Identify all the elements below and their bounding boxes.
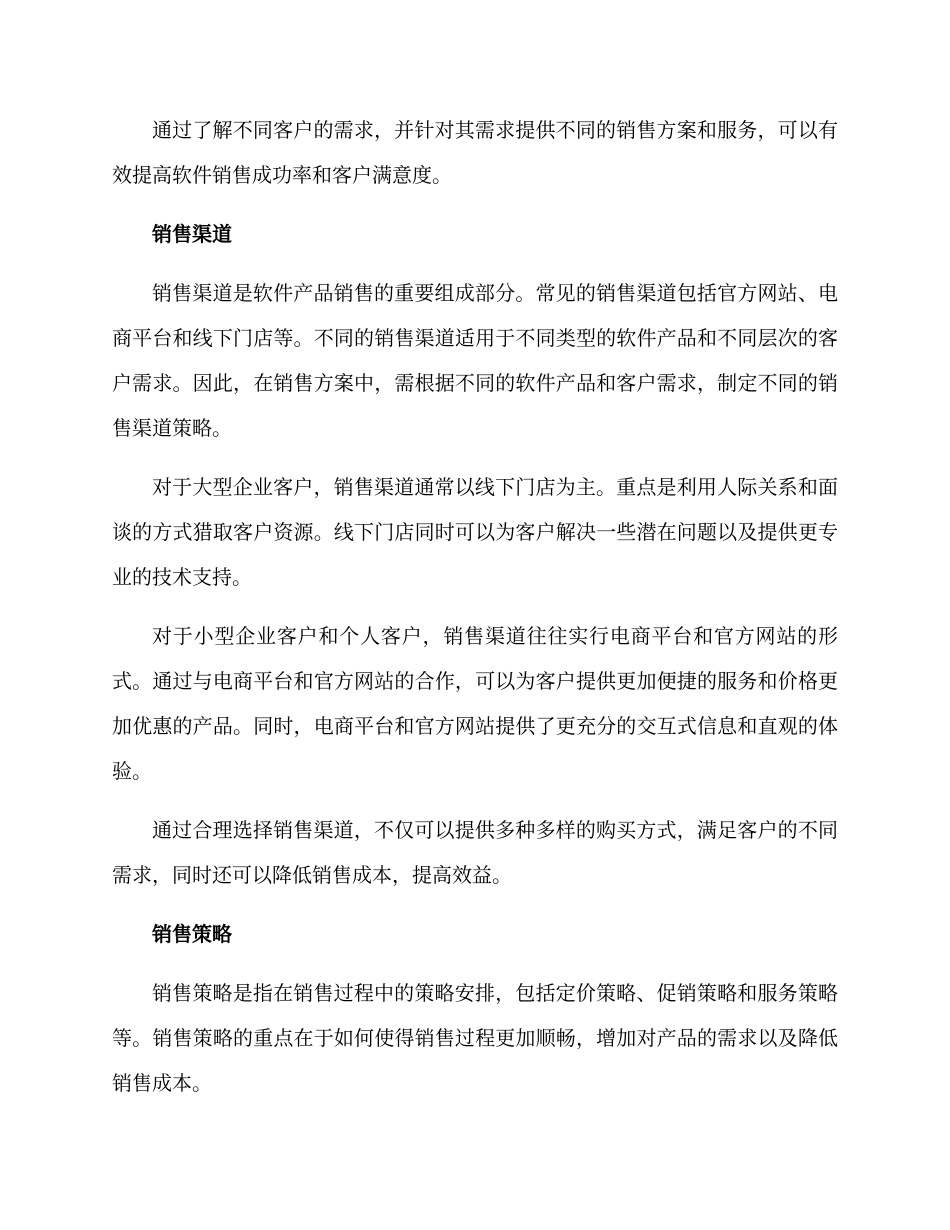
paragraph-sales-strategy-overview: 销售策略是指在销售过程中的策略安排，包括定价策略、促销策略和服务策略等。销售策略的重点在于如何使得销售过程更加顺畅，增加对产品的需求以及降低销售成本。 bbox=[112, 981, 838, 1095]
paragraph-customer-needs: 通过了解不同客户的需求，并针对其需求提供不同的销售方案和服务，可以有效提高软件销售成功率和客户满意度。 bbox=[112, 118, 838, 187]
paragraph-large-enterprise-channels: 对于大型企业客户，销售渠道通常以线下门店为主。重点是利用人际关系和面谈的方式猎取客户资源。线下门店同时可以为客户解决一些潜在问题以及提供更专业的技术支持。 bbox=[112, 475, 838, 589]
section-heading-sales-channels: 销售渠道 bbox=[152, 222, 232, 246]
document-body bbox=[112, 108, 838, 1120]
paragraph-small-enterprise-channels: 对于小型企业客户和个人客户，销售渠道往往实行电商平台和官方网站的形式。通过与电商平台和官方网站的合作，可以为客户提供更加便捷的服务和价格更加优惠的产品。同时，电商平台和官方网站提供了更充分的交互式信息和直观的体验。 bbox=[112, 624, 838, 783]
section-heading-sales-strategy: 销售策略 bbox=[152, 922, 232, 946]
paragraph-sales-channels-overview: 销售渠道是软件产品销售的重要组成部分。常见的销售渠道包括官方网站、电商平台和线下门店等。不同的销售渠道适用于不同类型的软件产品和不同层次的客户需求。因此，在销售方案中，需根据不同的软件产品和客户需求，制定不同的销售渠道策略。 bbox=[112, 281, 838, 440]
paragraph-channel-selection-benefits: 通过合理选择销售渠道，不仅可以提供多种多样的购买方式，满足客户的不同需求，同时还可以降低销售成本，提高效益。 bbox=[112, 818, 838, 887]
